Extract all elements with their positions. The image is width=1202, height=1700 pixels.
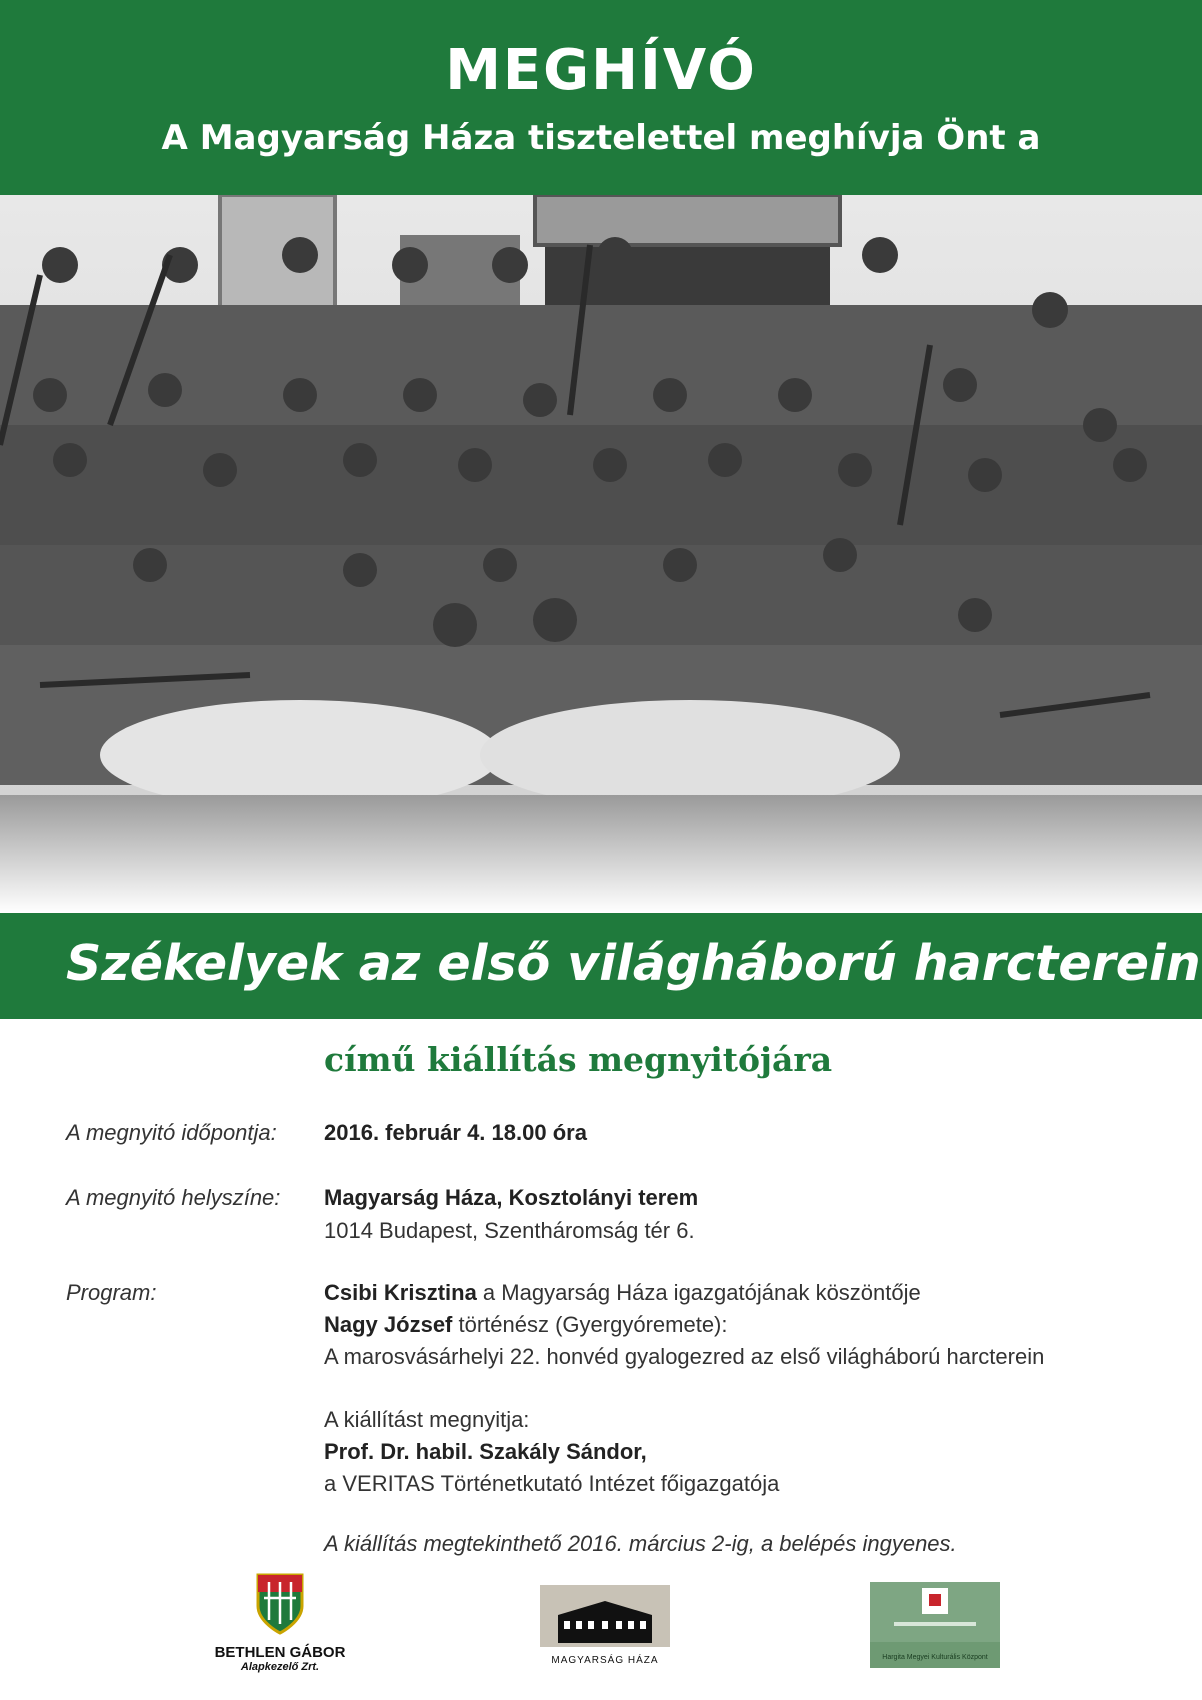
historical-photo	[0, 195, 1202, 913]
time-value	[324, 1120, 587, 1146]
opener-name	[324, 1439, 647, 1465]
magyarsag-text: MAGYARSÁG HÁZA	[551, 1655, 659, 1666]
hargita-logo	[870, 1582, 1000, 1668]
opener-intro: A kiállítást megnyitja:	[324, 1407, 530, 1432]
time-label: A megnyitó időpontja:	[66, 1120, 277, 1145]
magyarsag-building-icon	[540, 1585, 670, 1647]
program-label: Program:	[66, 1280, 157, 1305]
program-item-1	[324, 1280, 921, 1306]
exhibition-title: Székelyek az első világháború harcterein	[66, 935, 1201, 992]
soldiers-group-photo	[0, 195, 1202, 913]
hargita-emblem-icon	[870, 1582, 1000, 1642]
magyarsag-haza-logo	[540, 1585, 670, 1666]
bethlen-gabor-logo	[205, 1572, 355, 1673]
bethlen-shield-icon	[255, 1572, 305, 1636]
program-2-name: Nagy József	[324, 1312, 453, 1337]
program-item-2	[324, 1312, 728, 1338]
opener-role: a VERITAS Történetkutató Intézet főigazgatója	[324, 1471, 780, 1496]
place-label: A megnyitó helyszíne:	[66, 1185, 281, 1210]
place-name	[324, 1185, 698, 1211]
exhibition-title-band	[0, 913, 1202, 1019]
hargita-text: Hargita Megyei Kulturális Központ	[882, 1654, 988, 1661]
invitation-subtitle: A Magyarság Háza tisztelettel meghívja Önt a	[161, 118, 1041, 158]
time-value-text: 2016. február 4. 18.00 óra	[324, 1120, 587, 1145]
exhibition-subtitle: című kiállítás megnyitójára	[324, 1040, 833, 1079]
bethlen-name: BETHLEN GÁBOR	[214, 1644, 346, 1661]
program-2-role: történész (Gyergyóremete):	[452, 1312, 728, 1337]
opener-name-text: Prof. Dr. habil. Szakály Sándor,	[324, 1439, 647, 1464]
program-2-topic: A marosvásárhelyi 22. honvéd gyalogezred az első világháború harcterein	[324, 1344, 1045, 1369]
place-name-text: Magyarság Háza, Kosztolányi terem	[324, 1185, 699, 1210]
header-band	[0, 0, 1202, 195]
place-address: 1014 Budapest, Szentháromság tér 6.	[324, 1218, 695, 1243]
bethlen-sub: Alapkezelő Zrt.	[240, 1661, 320, 1673]
visiting-note: A kiállítás megtekinthető 2016. március 2-ig, a belépés ingyenes.	[324, 1531, 957, 1556]
invitation-title: MEGHÍVÓ	[445, 38, 757, 103]
program-1-role: a Magyarság Háza igazgatójának köszöntője	[476, 1280, 921, 1305]
program-1-name: Csibi Krisztina	[324, 1280, 477, 1305]
